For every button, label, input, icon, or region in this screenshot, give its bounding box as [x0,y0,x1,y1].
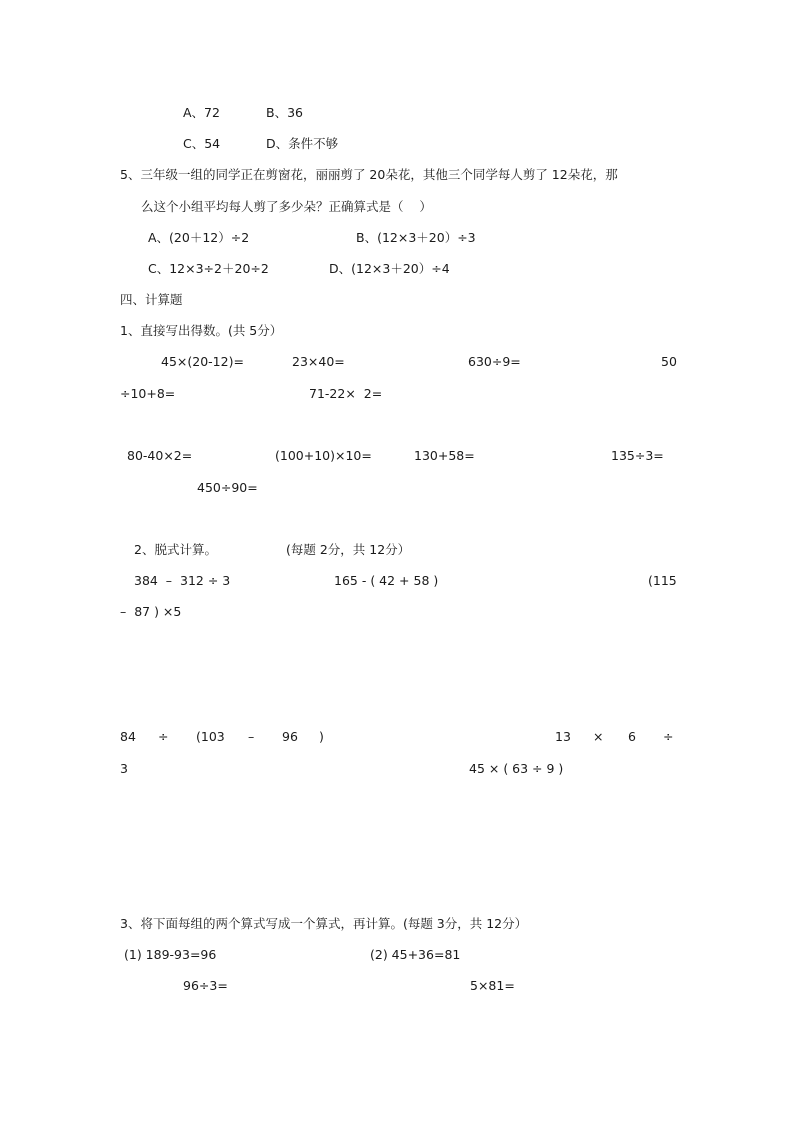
q5-text-line1: 5、三年级一组的同学正在剪窗花，丽丽剪了 20朵花，其他三个同学每人剪了 12朵花，那 [120,167,618,182]
combine-group-2-a: (2) 45+36=81 [370,947,461,962]
step-calc-token: ÷ [158,729,169,744]
combine-group-1-a: (1) 189-93=96 [124,947,217,962]
step-calc-item: 384 – 312 ÷ 3 [134,573,231,588]
mental-math-item: 23×40= [292,354,345,369]
step-calc-token: ÷ [663,729,674,744]
part2-title: 2、脱式计算。 [134,542,217,557]
mental-math-item: 130+58= [414,448,475,463]
step-calc-item: 45 × ( 63 ÷ 9 ) [469,761,564,776]
step-calc-token: (103 [196,729,225,744]
part2-score-note: (每题 2分，共 12分） [286,542,411,557]
mental-math-item: (100+10)×10= [275,448,372,463]
part3-title: 3、将下面每组的两个算式写成一个算式，再计算。(每题 3分，共 12分） [120,916,528,931]
step-calc-token: 13 [555,729,571,744]
mental-math-item: 135÷3= [611,448,664,463]
step-calc-item: 165 - ( 42 + 58 ) [334,573,439,588]
q4-option-a: A、72 [183,105,220,120]
step-calc-token: 84 [120,729,136,744]
step-calc-token: ) [319,729,324,744]
mental-math-item: 50 [661,354,677,369]
q4-option-b: B、36 [266,105,303,120]
q5-option-a: A、(20＋12）÷2 [148,230,250,245]
mental-math-item: 80-40×2= [127,448,193,463]
q5-text-line2: 么这个小组平均每人剪了多少朵？正确算式是（ ） [141,199,432,214]
step-calc-token: 6 [628,729,636,744]
step-calc-token: – [248,729,255,744]
combine-group-2-b: 5×81= [470,978,515,993]
q4-option-c: C、54 [183,136,221,151]
q4-option-d: D、条件不够 [266,136,339,151]
section-heading: 四、计算题 [120,292,183,307]
step-calc-item: – 87 ) ×5 [120,604,182,619]
mental-math-item: 45×(20-12)= [161,354,244,369]
combine-group-1-b: 96÷3= [183,978,228,993]
q5-option-d: D、(12×3＋20）÷4 [329,261,450,276]
mental-math-item: 450÷90= [197,480,258,495]
mental-math-item: 71-22× 2= [309,386,383,401]
part1-title: 1、直接写出得数。(共 5分） [120,323,283,338]
q5-option-c: C、12×3÷2＋20÷2 [148,261,269,276]
mental-math-item: ÷10+8= [120,386,176,401]
step-calc-token: × [593,729,604,744]
step-calc-token: 96 [282,729,298,744]
step-calc-token: 3 [120,761,128,776]
mental-math-item: 630÷9= [468,354,521,369]
q5-option-b: B、(12×3＋20）÷3 [356,230,476,245]
step-calc-item: (115 [648,573,677,588]
